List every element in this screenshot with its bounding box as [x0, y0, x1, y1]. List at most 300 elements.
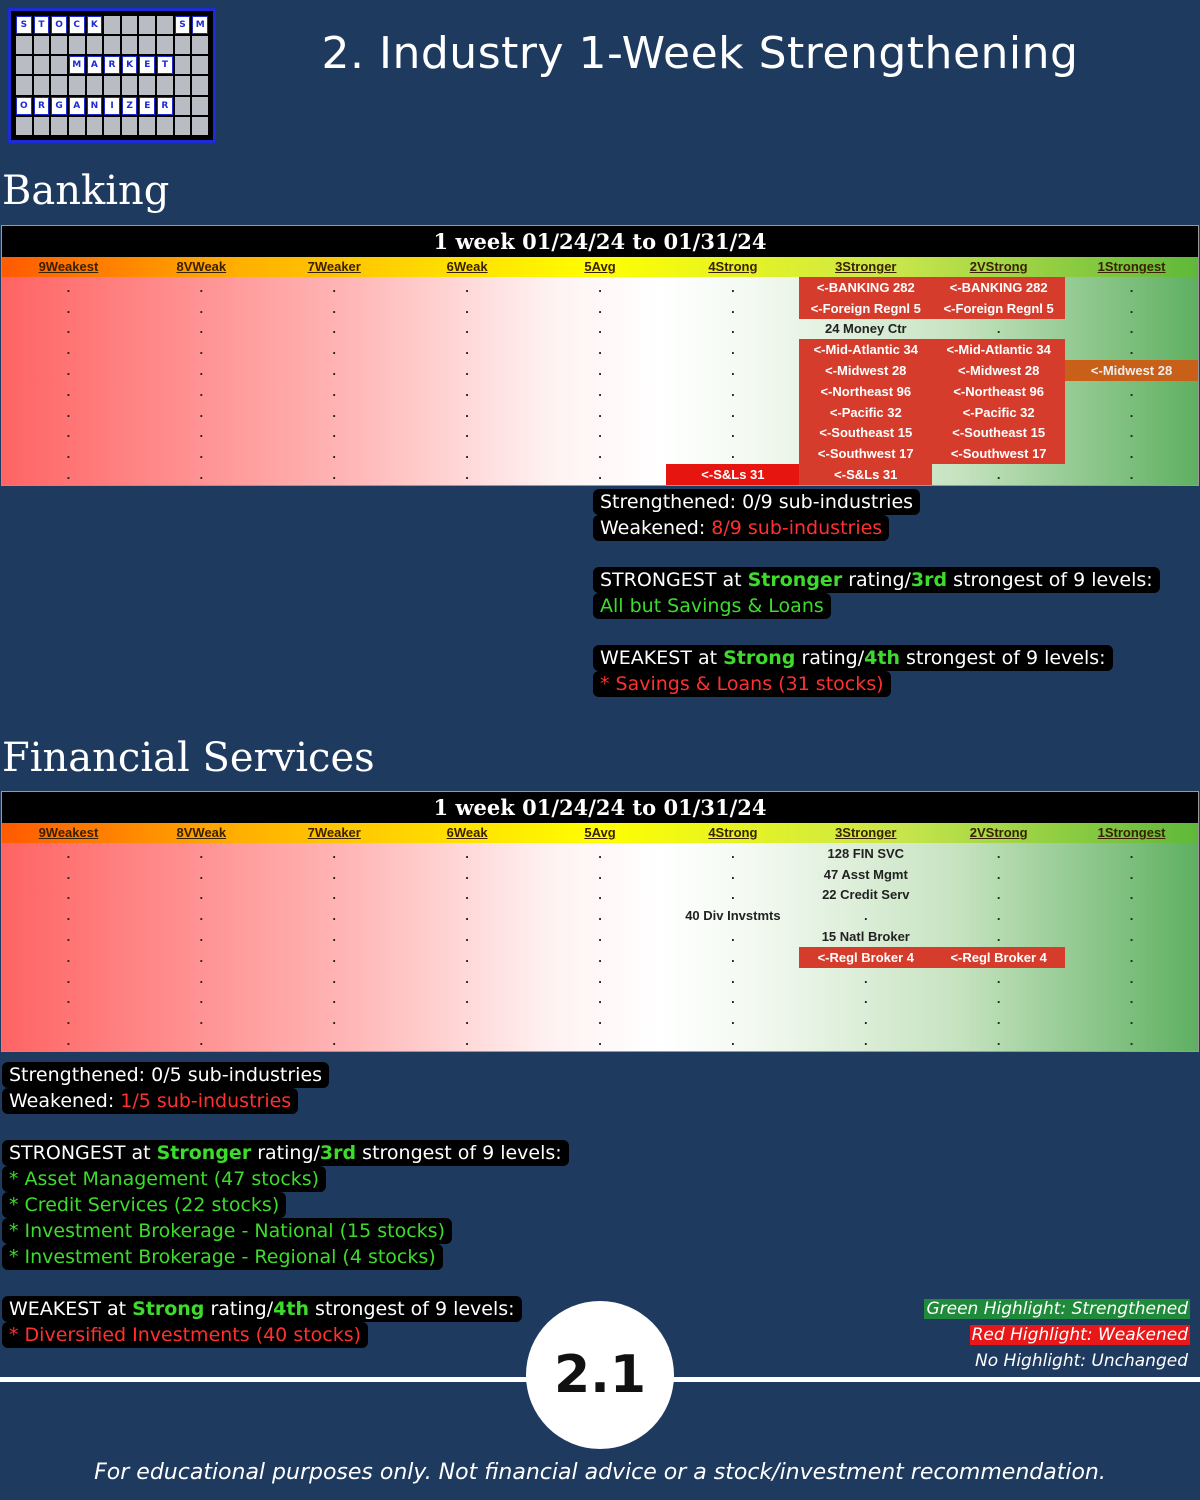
empty-cell: .: [199, 404, 204, 420]
empty-cell: .: [199, 321, 204, 337]
chart-row: [2, 298, 1198, 319]
sub-industry-cell: <-Midwest 28: [799, 360, 932, 381]
empty-cell: .: [598, 970, 602, 986]
logo-letter: [192, 56, 208, 74]
empty-cell: .: [863, 970, 868, 986]
note-spacer: [2, 1114, 569, 1140]
note-text: [593, 489, 920, 515]
empty-cell: .: [731, 949, 735, 965]
empty-cell: .: [465, 929, 469, 945]
note-spacer: [593, 619, 1160, 645]
note-spacer: [2, 1270, 569, 1296]
note-line: [593, 567, 1160, 593]
disclaimer: For educational purposes only. Not financial advice or a stock/investment recommendation.: [94, 1460, 1106, 1485]
logo-letter: [34, 117, 50, 135]
logo-letter: [16, 56, 32, 74]
strengthened-count: Strengthened: 0/5 sub-industries: [9, 1064, 323, 1086]
logo-letter: E: [139, 56, 155, 74]
column-header: 4Strong: [708, 259, 758, 274]
empty-cell: .: [996, 1012, 1001, 1028]
empty-cell: .: [66, 866, 71, 882]
empty-cell: .: [465, 383, 469, 399]
legend-unchanged: No Highlight: Unchanged: [975, 1351, 1188, 1371]
logo-letter: K: [122, 56, 138, 74]
chart-grid: [2, 843, 1198, 1051]
empty-cell: .: [731, 363, 735, 379]
sub-industry-cell: <-Southwest 17: [799, 443, 932, 464]
logo-letter: O: [51, 16, 67, 34]
chart-row: [2, 443, 1198, 464]
weakest-rating: Strong: [132, 1298, 205, 1320]
logo-letter: [51, 56, 67, 74]
logo-letter: [157, 36, 173, 54]
logo-letter: T: [157, 56, 173, 74]
empty-cell: .: [731, 425, 735, 441]
empty-cell: .: [996, 467, 1001, 483]
note-text: [2, 1140, 569, 1166]
empty-cell: .: [66, 363, 71, 379]
note-spacer: [593, 541, 1160, 567]
sub-industry-cell: <-Northeast 96: [799, 381, 932, 402]
empty-cell: .: [332, 1012, 337, 1028]
chart-row: [2, 423, 1198, 444]
column-headers: [2, 257, 1198, 277]
empty-cell: .: [465, 321, 469, 337]
empty-cell: .: [863, 991, 868, 1007]
empty-cell: .: [598, 300, 602, 316]
empty-cell: .: [996, 845, 1001, 861]
note-text: [593, 671, 891, 697]
chart-title: 1 week 01/24/24 to 01/31/24: [2, 226, 1198, 257]
empty-cell: .: [465, 342, 469, 358]
sub-industry-cell: <-Foreign Regnl 5: [799, 298, 932, 319]
logo-letter: [51, 76, 67, 94]
logo-letter: [104, 36, 120, 54]
sub-industry-cell: <-Regl Broker 4: [932, 947, 1065, 968]
empty-cell: .: [66, 1012, 71, 1028]
column-header: 5Avg: [584, 259, 616, 274]
empty-cell: .: [731, 383, 735, 399]
empty-cell: .: [199, 887, 204, 903]
empty-cell: .: [731, 845, 735, 861]
empty-cell: .: [1129, 300, 1134, 316]
sub-industry-cell: <-S&Ls 31: [799, 464, 932, 485]
empty-cell: .: [199, 467, 204, 483]
column-header: 8VWeak: [176, 259, 227, 274]
banking-section-title: Banking: [2, 168, 170, 214]
weakened-count: 8/9 sub-industries: [711, 517, 883, 539]
empty-cell: .: [731, 279, 735, 295]
empty-cell: .: [465, 970, 469, 986]
empty-cell: .: [598, 908, 602, 924]
empty-cell: .: [66, 321, 71, 337]
empty-cell: .: [598, 1012, 602, 1028]
logo-letter: [104, 117, 120, 135]
chart-row: [2, 947, 1198, 968]
empty-cell: .: [66, 446, 71, 462]
empty-cell: .: [199, 279, 204, 295]
chart-title: 1 week 01/24/24 to 01/31/24: [2, 792, 1198, 823]
empty-cell: .: [996, 908, 1001, 924]
empty-cell: .: [1129, 949, 1134, 965]
empty-cell: .: [863, 908, 868, 924]
logo-letter: [104, 76, 120, 94]
logo-letter: [192, 76, 208, 94]
sub-industry-cell: <-Foreign Regnl 5: [932, 298, 1065, 319]
note-text: [593, 515, 889, 541]
empty-cell: .: [598, 279, 602, 295]
note-text: [2, 1166, 326, 1192]
empty-cell: .: [731, 887, 735, 903]
empty-cell: .: [731, 866, 735, 882]
logo-letter: I: [104, 97, 120, 115]
empty-cell: .: [1129, 425, 1134, 441]
sub-industry-cell: <-BANKING 282: [799, 277, 932, 298]
sub-industry-cell: 128 FIN SVC: [827, 845, 905, 861]
legend-weakened: Red Highlight: Weakened: [971, 1325, 1188, 1345]
note-text: [593, 593, 831, 619]
empty-cell: .: [332, 949, 337, 965]
empty-cell: .: [66, 845, 71, 861]
empty-cell: .: [332, 970, 337, 986]
chart-row: [2, 989, 1198, 1010]
empty-cell: .: [199, 342, 204, 358]
column-header: 9Weakest: [38, 825, 99, 840]
empty-cell: .: [66, 467, 71, 483]
sub-industry-cell: <-S&Ls 31: [666, 464, 799, 485]
note-line: [2, 1244, 569, 1270]
column-header: 1Strongest: [1097, 259, 1166, 274]
chart-row: [2, 381, 1198, 402]
sub-industry-cell: <-Midwest 28: [932, 360, 1065, 381]
empty-cell: .: [199, 949, 204, 965]
empty-cell: .: [465, 908, 469, 924]
sub-industry-cell: <-Pacific 32: [799, 402, 932, 423]
sub-industry-cell: <-Pacific 32: [932, 402, 1065, 423]
empty-cell: .: [1129, 866, 1134, 882]
note-line: [2, 1166, 569, 1192]
empty-cell: .: [199, 446, 204, 462]
weakest-item: * Savings & Loans (31 stocks): [600, 673, 884, 695]
empty-cell: .: [199, 908, 204, 924]
chart-row: [2, 339, 1198, 360]
financial-summary: [2, 1062, 569, 1348]
empty-cell: .: [332, 300, 337, 316]
sub-industry-cell: 24 Money Ctr: [824, 321, 907, 337]
logo-letter: [51, 117, 67, 135]
logo-letter: S: [175, 16, 191, 34]
chart-row: [2, 905, 1198, 926]
empty-cell: .: [465, 446, 469, 462]
legend: [924, 1296, 1190, 1374]
empty-cell: .: [731, 1012, 735, 1028]
chart-row: [2, 1030, 1198, 1051]
sub-industry-cell: <-Regl Broker 4: [799, 947, 932, 968]
empty-cell: .: [598, 446, 602, 462]
weakest-level: 4th: [273, 1298, 309, 1320]
chart-grid: [2, 277, 1198, 485]
chart-row: [2, 402, 1198, 423]
note-line: [2, 1296, 569, 1322]
empty-cell: .: [332, 342, 337, 358]
logo-letter: A: [69, 97, 85, 115]
empty-cell: .: [465, 300, 469, 316]
logo-letter: M: [192, 16, 208, 34]
column-header: 5Avg: [584, 825, 616, 840]
weakest-mid: rating/: [795, 647, 865, 669]
strongest-rating: Stronger: [747, 569, 843, 591]
chart-row: [2, 319, 1198, 340]
note-line: [593, 645, 1160, 671]
strongest-level: 3rd: [319, 1142, 357, 1164]
empty-cell: .: [598, 1033, 602, 1049]
empty-cell: .: [199, 1012, 204, 1028]
logo-letter: [175, 97, 191, 115]
logo-letter: [16, 76, 32, 94]
sub-industry-cell: <-BANKING 282: [932, 277, 1065, 298]
note-text: [2, 1062, 329, 1088]
note-line: [2, 1140, 569, 1166]
logo-letter: [157, 76, 173, 94]
empty-cell: .: [598, 404, 602, 420]
empty-cell: .: [465, 363, 469, 379]
chart-row: [2, 277, 1198, 298]
column-header: 2VStrong: [969, 825, 1028, 840]
logo-letter: [157, 117, 173, 135]
empty-cell: .: [598, 949, 602, 965]
empty-cell: .: [598, 425, 602, 441]
note-text: [2, 1296, 522, 1322]
weakest-prefix: WEAKEST at: [9, 1298, 133, 1320]
logo-letter: G: [51, 97, 67, 115]
logo-letter: [51, 36, 67, 54]
empty-cell: .: [465, 845, 469, 861]
empty-cell: .: [199, 970, 204, 986]
strengthened-count: Strengthened: 0/9 sub-industries: [600, 491, 914, 513]
weakest-suffix: strongest of 9 levels:: [309, 1298, 515, 1320]
strongest-suffix: strongest of 9 levels:: [356, 1142, 562, 1164]
note-text: [2, 1088, 298, 1114]
logo-letter: R: [104, 56, 120, 74]
empty-cell: .: [66, 279, 71, 295]
sub-industry-cell: <-Mid-Atlantic 34: [799, 339, 932, 360]
logo-letter: [87, 117, 103, 135]
empty-cell: .: [332, 887, 337, 903]
empty-cell: .: [332, 425, 337, 441]
empty-cell: .: [1129, 1012, 1134, 1028]
logo-letter: [69, 117, 85, 135]
strongest-mid: rating/: [251, 1142, 320, 1164]
chart-row: [2, 968, 1198, 989]
note-line: [593, 489, 1160, 515]
empty-cell: .: [996, 887, 1001, 903]
empty-cell: .: [465, 1033, 469, 1049]
empty-cell: .: [1129, 887, 1134, 903]
weakest-rating: Strong: [723, 647, 796, 669]
logo-letter: [192, 36, 208, 54]
logo-letter: [122, 76, 138, 94]
empty-cell: .: [598, 991, 602, 1007]
logo-letter: [34, 76, 50, 94]
weakened-count: 1/5 sub-industries: [120, 1090, 292, 1112]
note-line: [2, 1218, 569, 1244]
banking-strength-chart: [1, 225, 1199, 486]
empty-cell: .: [332, 929, 337, 945]
note-text: [593, 567, 1160, 593]
empty-cell: .: [465, 887, 469, 903]
empty-cell: .: [332, 404, 337, 420]
empty-cell: .: [199, 866, 204, 882]
empty-cell: .: [1129, 845, 1134, 861]
strongest-item: * Credit Services (22 stocks): [9, 1194, 280, 1216]
page-number-badge: 2.1: [526, 1301, 674, 1449]
empty-cell: .: [996, 970, 1001, 986]
empty-cell: .: [996, 991, 1001, 1007]
note-line: [593, 515, 1160, 541]
logo-letter: M: [69, 56, 85, 74]
empty-cell: .: [332, 279, 337, 295]
logo-letter: [139, 36, 155, 54]
strongest-item: All but Savings & Loans: [600, 595, 824, 617]
logo-letter: S: [16, 16, 32, 34]
empty-cell: .: [598, 363, 602, 379]
weakest-mid: rating/: [204, 1298, 274, 1320]
empty-cell: .: [66, 383, 71, 399]
financial-section-title: Financial Services: [2, 735, 375, 781]
empty-cell: .: [1129, 929, 1134, 945]
logo-grid: [16, 16, 208, 135]
legend-strengthened: Green Highlight: Strengthened: [926, 1299, 1188, 1319]
strongest-item: * Asset Management (47 stocks): [9, 1168, 320, 1190]
strongest-prefix: STRONGEST at: [9, 1142, 157, 1164]
column-header: 3Stronger: [835, 259, 897, 274]
chart-row: [2, 926, 1198, 947]
empty-cell: .: [731, 300, 735, 316]
logo-letter: Z: [122, 97, 138, 115]
empty-cell: .: [731, 446, 735, 462]
empty-cell: .: [1129, 404, 1134, 420]
strongest-level: 3rd: [910, 569, 948, 591]
sub-industry-cell: <-Northeast 96: [932, 381, 1065, 402]
logo-letter: [87, 76, 103, 94]
empty-cell: .: [332, 908, 337, 924]
empty-cell: .: [598, 866, 602, 882]
chart-row: [2, 843, 1198, 864]
logo-letter: [16, 36, 32, 54]
weakest-suffix: strongest of 9 levels:: [900, 647, 1106, 669]
note-line: [2, 1088, 569, 1114]
sub-industry-cell: <-Southeast 15: [799, 423, 932, 444]
logo-letter: [16, 117, 32, 135]
logo-letter: [175, 76, 191, 94]
note-text: [2, 1322, 368, 1348]
empty-cell: .: [332, 446, 337, 462]
empty-cell: .: [332, 845, 337, 861]
logo-letter: [175, 117, 191, 135]
note-text: [2, 1218, 452, 1244]
column-header: 7Weaker: [307, 259, 361, 274]
empty-cell: .: [1129, 342, 1134, 358]
empty-cell: .: [332, 1033, 337, 1049]
sub-industry-cell: 15 Natl Broker: [821, 929, 910, 945]
logo-letter: [69, 36, 85, 54]
note-text: [593, 645, 1113, 671]
sub-industry-cell: <-Southeast 15: [932, 423, 1065, 444]
logo-letter: [122, 16, 138, 34]
logo-letter: [157, 16, 173, 34]
empty-cell: .: [199, 991, 204, 1007]
empty-cell: .: [199, 1033, 204, 1049]
logo-letter: [34, 36, 50, 54]
logo-letter: [192, 117, 208, 135]
empty-cell: .: [863, 1012, 868, 1028]
empty-cell: .: [465, 404, 469, 420]
empty-cell: .: [731, 1033, 735, 1049]
empty-cell: .: [465, 425, 469, 441]
column-header: 4Strong: [708, 825, 758, 840]
empty-cell: .: [66, 300, 71, 316]
empty-cell: .: [332, 991, 337, 1007]
strongest-suffix: strongest of 9 levels:: [947, 569, 1153, 591]
empty-cell: .: [598, 383, 602, 399]
empty-cell: .: [598, 342, 602, 358]
logo-letter: [87, 36, 103, 54]
note-line: [593, 593, 1160, 619]
empty-cell: .: [332, 866, 337, 882]
logo-letter: [122, 117, 138, 135]
column-header: 1Strongest: [1097, 825, 1166, 840]
empty-cell: .: [598, 929, 602, 945]
empty-cell: .: [199, 383, 204, 399]
empty-cell: .: [199, 363, 204, 379]
logo-letter: A: [87, 56, 103, 74]
column-header: 6Weak: [446, 825, 488, 840]
note-line: [2, 1192, 569, 1218]
chart-row: [2, 1009, 1198, 1030]
logo-letter: C: [69, 16, 85, 34]
empty-cell: .: [465, 949, 469, 965]
sub-industry-cell: <-Southwest 17: [932, 443, 1065, 464]
empty-cell: .: [996, 321, 1001, 337]
empty-cell: .: [66, 1033, 71, 1049]
empty-cell: .: [1129, 383, 1134, 399]
empty-cell: .: [332, 467, 337, 483]
sub-industry-cell: <-Mid-Atlantic 34: [932, 339, 1065, 360]
column-header: 3Stronger: [835, 825, 897, 840]
strongest-prefix: STRONGEST at: [600, 569, 748, 591]
column-header: 9Weakest: [38, 259, 99, 274]
financial-strength-chart: [1, 791, 1199, 1052]
logo-letter: R: [34, 97, 50, 115]
logo-letter: [34, 56, 50, 74]
sub-industry-cell: <-Midwest 28: [1065, 360, 1198, 381]
empty-cell: .: [598, 887, 602, 903]
empty-cell: .: [465, 1012, 469, 1028]
empty-cell: .: [1129, 446, 1134, 462]
note-line: [2, 1322, 569, 1348]
chart-row: [2, 864, 1198, 885]
empty-cell: .: [66, 949, 71, 965]
empty-cell: .: [731, 404, 735, 420]
empty-cell: .: [66, 908, 71, 924]
strongest-rating: Stronger: [156, 1142, 252, 1164]
weakened-label: Weakened:: [600, 517, 712, 539]
column-header: 6Weak: [446, 259, 488, 274]
logo-letter: [175, 56, 191, 74]
column-headers: [2, 823, 1198, 843]
empty-cell: .: [465, 991, 469, 1007]
empty-cell: .: [465, 467, 469, 483]
